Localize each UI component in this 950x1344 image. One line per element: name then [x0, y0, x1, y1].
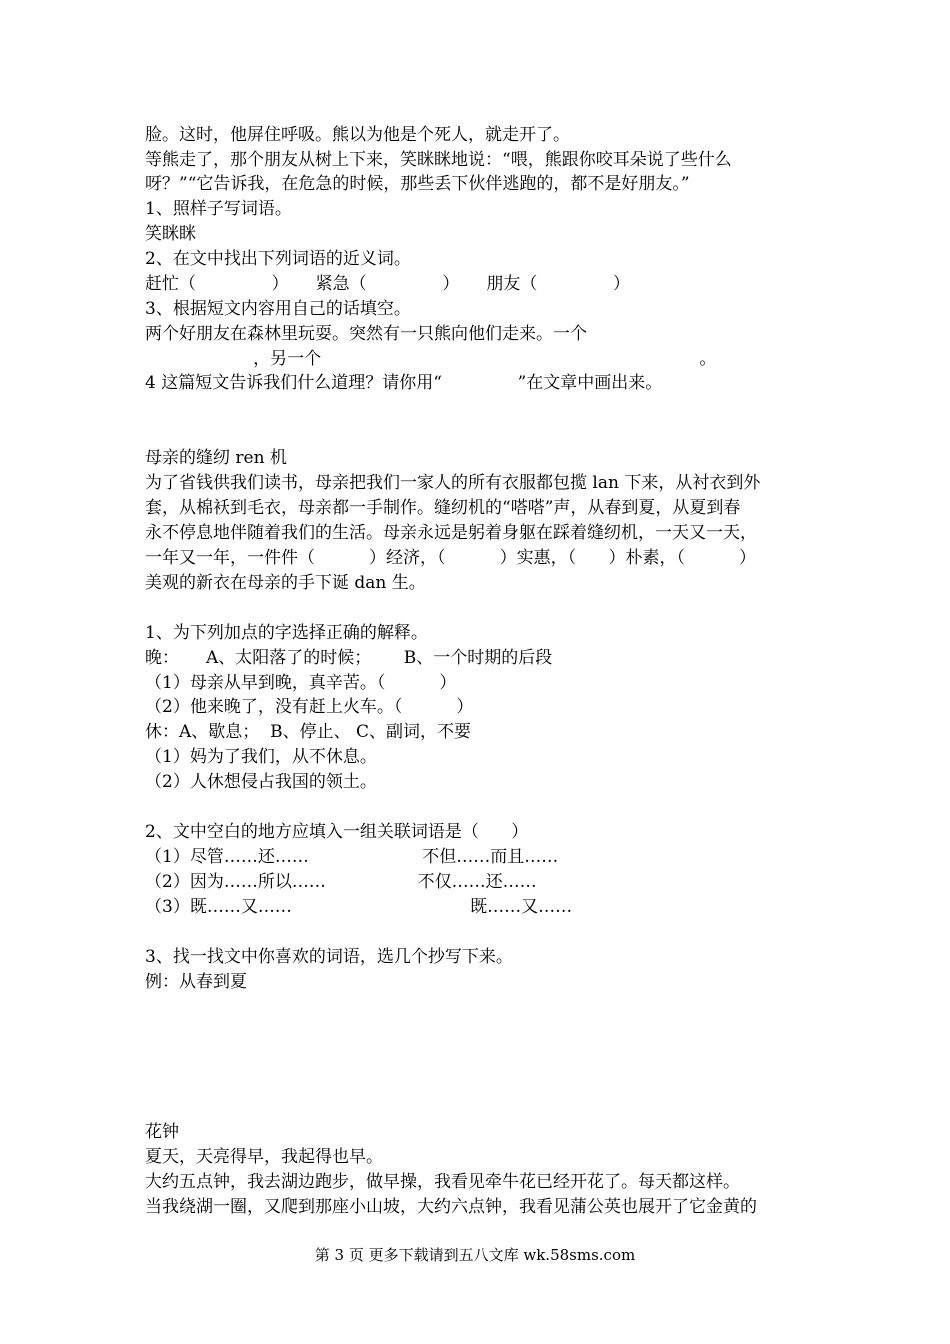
option-line: （2）他来晚了，没有赶上火车。（ ） [145, 697, 474, 717]
option-line: （1）妈为了我们，从不休息。 [145, 747, 377, 767]
text-line: 为了省钱供我们读书，母亲把我们一家人的所有衣服都包揽 lan 下来，从衬衣到外 [145, 473, 761, 493]
fill-blank-line: 赶忙（ ） 紧急（ ） 朋友（ ） [145, 274, 630, 294]
question-heading: 2、在文中找出下列词语的近义词。 [145, 249, 411, 269]
text-line: 呀？”“它告诉我，在危急的时候，那些丢下伙伴逃跑的，都不是好朋友。” [145, 174, 690, 194]
text-line: 永不停息地伴随着我们的生活。母亲永远是躬着身躯在踩着缝纫机，一天又一天， [145, 523, 757, 543]
text-line: 脸。这时，他屏住呼吸。熊以为他是个死人，就走开了。 [145, 125, 570, 145]
page-footer: 第 3 页 更多下载请到五八文库 wk.58sms.com [314, 1246, 636, 1264]
option-line: （2）因为……所以…… 不仅……还…… [145, 872, 537, 892]
text-line: 美观的新衣在母亲的手下诞 dan 生。 [145, 573, 426, 593]
example-word: 笑眯眯 [145, 224, 196, 244]
text-line: 一年又一年，一件件（ ）经济，（ ）实惠，（ ）朴素，（ ） [145, 548, 757, 568]
text-line: 套，从棉袄到毛衣，母亲都一手制作。缝纫机的“嗒嗒”声，从春到夏，从夏到春 [145, 498, 741, 518]
option-line: （2）人休想侵占我国的领土。 [145, 772, 377, 792]
example-line: 例：从春到夏 [145, 972, 247, 992]
option-line: （1）母亲从早到晚，真辛苦。（ ） [145, 673, 457, 693]
question-heading: 4 这篇短文告诉我们什么道理？请你用“ ”在文章中画出来。 [145, 373, 663, 393]
question-heading: 3、根据短文内容用自己的话填空。 [145, 299, 411, 319]
question-heading: 1、为下列加点的字选择正确的解释。 [145, 623, 428, 643]
option-line: （1）尽管……还…… 不但……而且…… [145, 847, 559, 867]
question-heading: 3、找一找文中你喜欢的词语，选几个抄写下来。 [145, 947, 513, 967]
question-heading: 2、文中空白的地方应填入一组关联词语是（ ） [145, 822, 529, 842]
option-line: 晚： A、太阳落了的时候； B、一个时期的后段 [145, 648, 553, 668]
text-line: 大约五点钟，我去湖边跑步，做早操，我看见牵牛花已经开花了。每天都这样。 [145, 1172, 740, 1192]
option-line: （3）既……又…… 既……又…… [145, 897, 573, 917]
text-line: 当我绕湖一圈，又爬到那座小山坡，大约六点钟，我看见蒲公英也展开了它金黄的 [145, 1197, 757, 1217]
passage-title: 母亲的缝纫 ren 机 [145, 448, 287, 468]
fill-blank-line: ，另一个 。 [145, 349, 717, 369]
question-heading: 1、照样子写词语。 [145, 199, 292, 219]
option-line: 休：A、歇息； B、停止、 C、副词，不要 [145, 722, 471, 742]
text-line: 夏天，天亮得早，我起得也早。 [145, 1147, 383, 1167]
text-line: 等熊走了，那个朋友从树上下来，笑眯眯地说：“喂，熊跟你咬耳朵说了些什么 [145, 150, 732, 170]
passage-title: 花钟 [145, 1122, 179, 1142]
text-line: 两个好朋友在森林里玩耍。突然有一只熊向他们走来。一个 [145, 324, 587, 344]
